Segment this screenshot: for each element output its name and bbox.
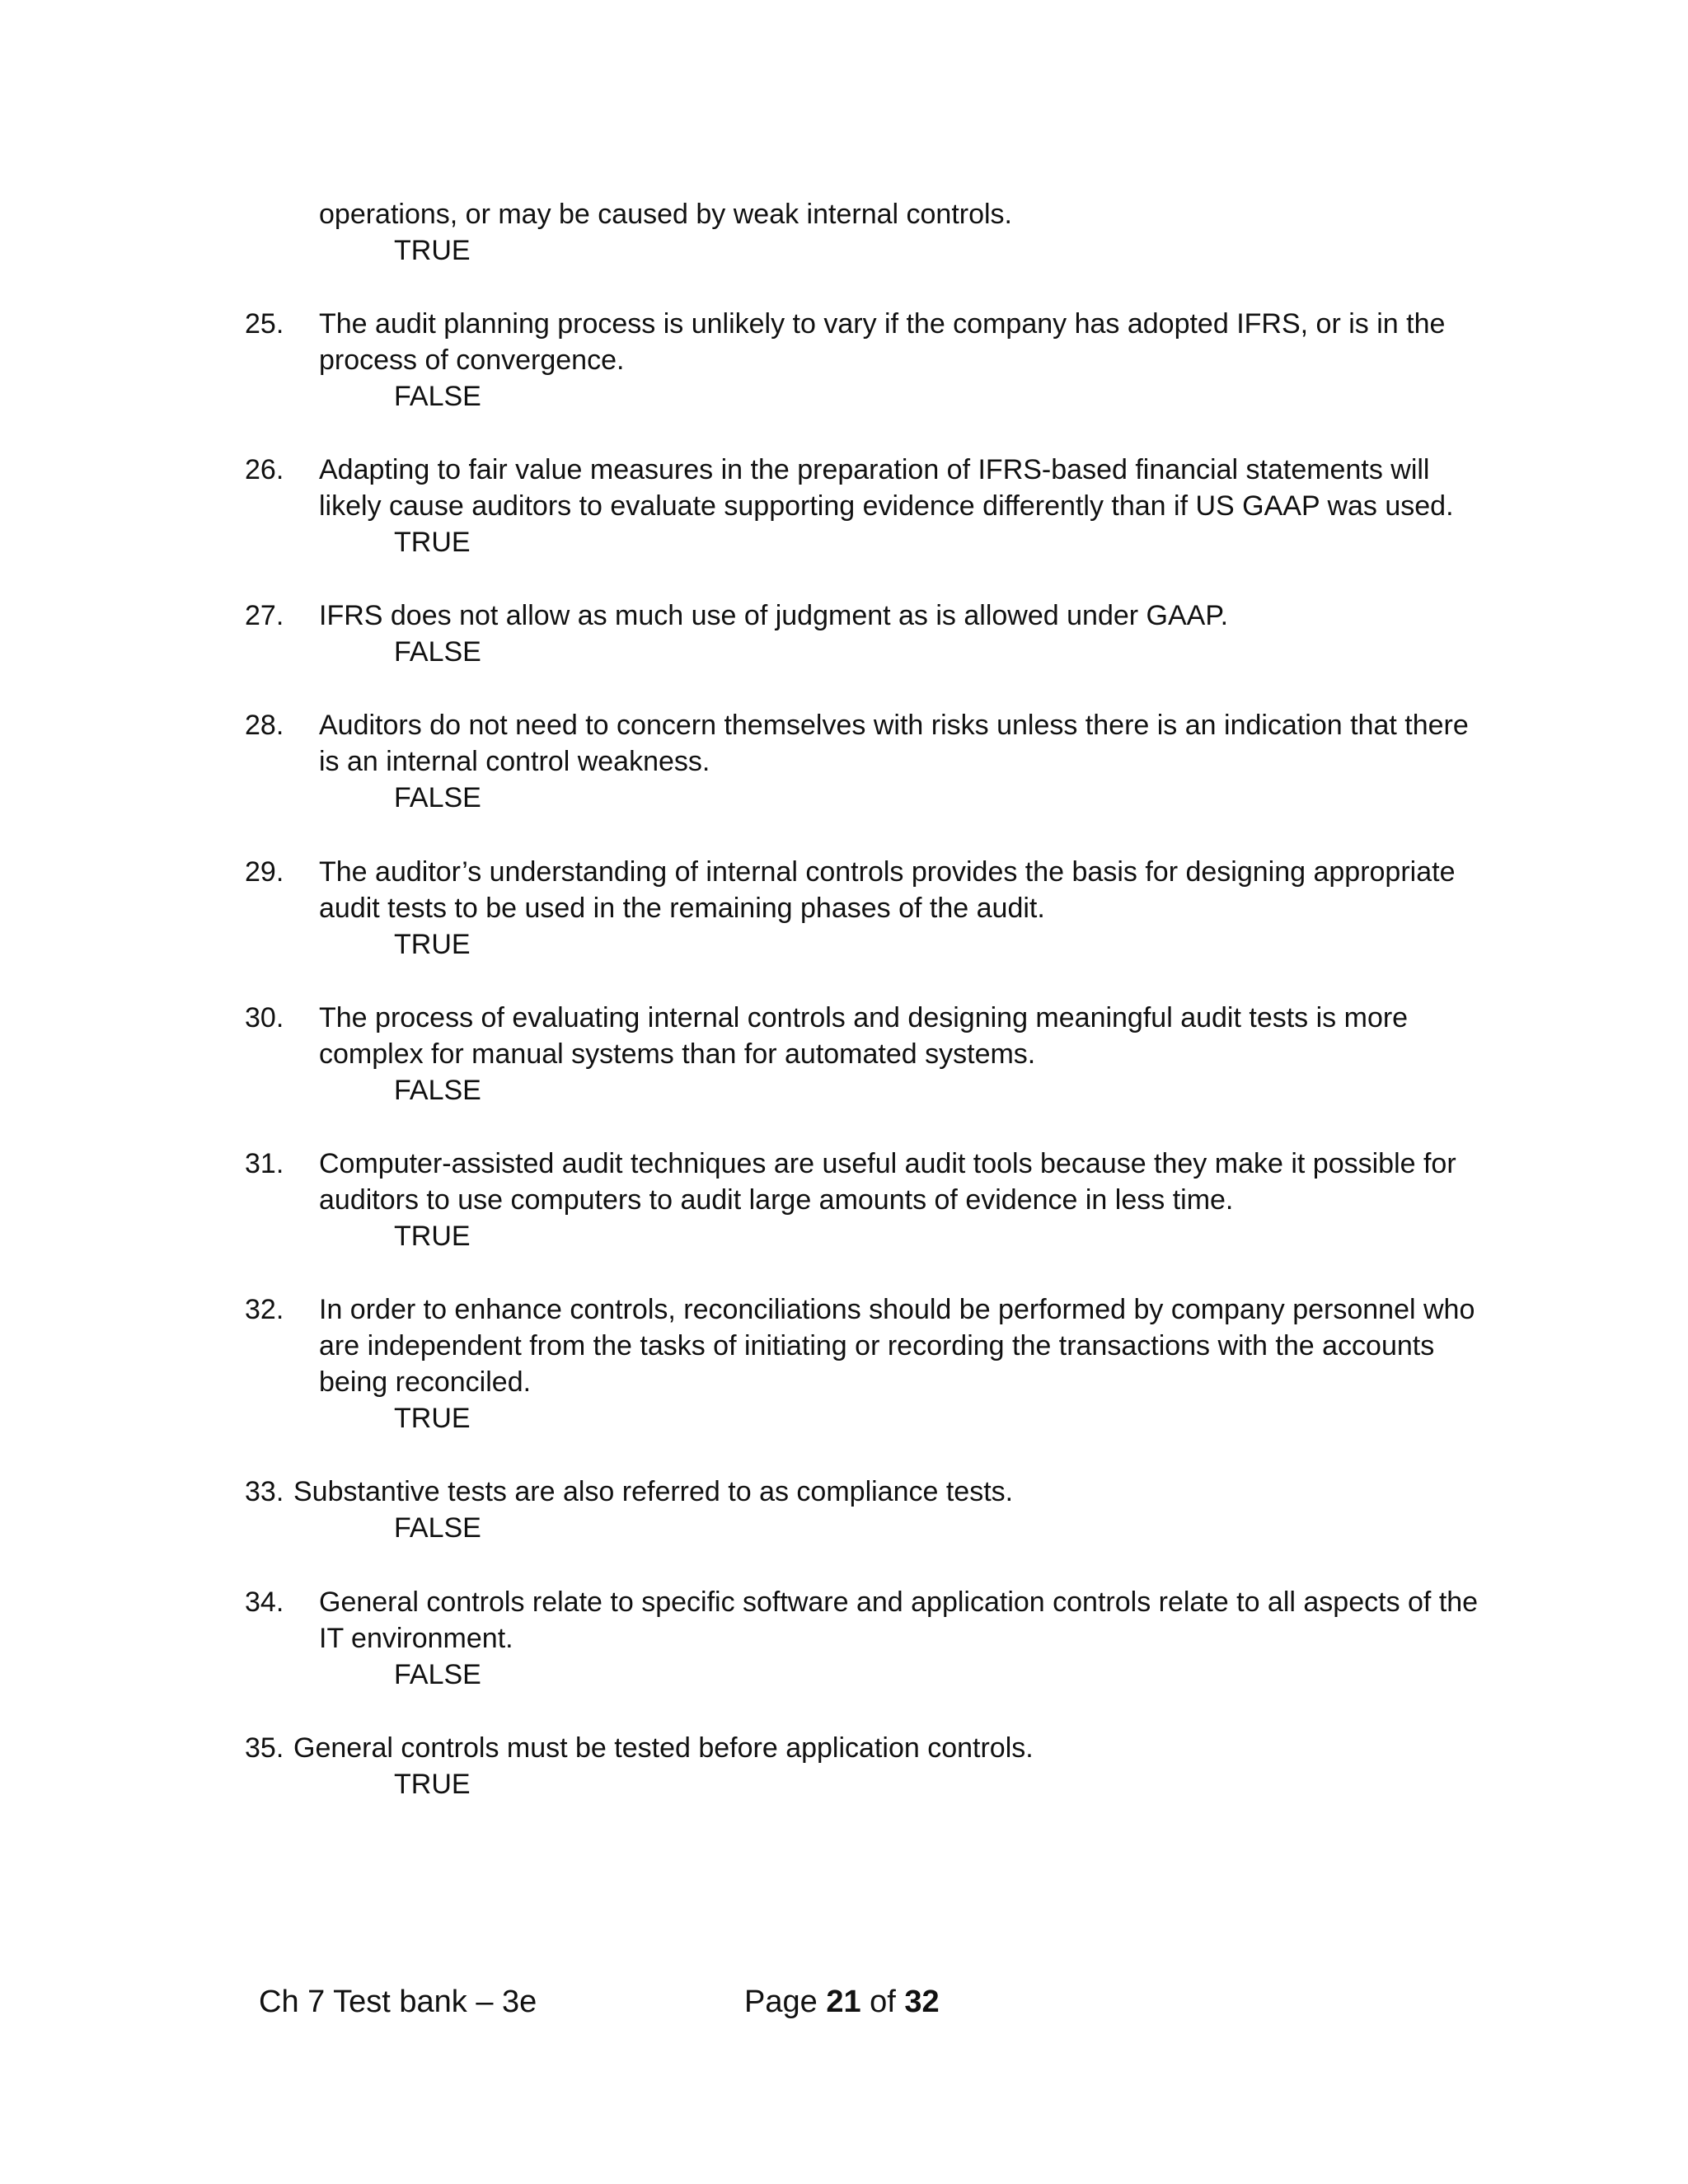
footer-page-current: 21 bbox=[826, 1985, 861, 2019]
question-34-number: 34. bbox=[245, 1586, 284, 1618]
question-31-number: 31. bbox=[245, 1148, 284, 1179]
question-32-text-line-1: In order to enhance controls, reconciliations should be performed by company personnel who bbox=[319, 1294, 1475, 1325]
question-25-number: 25. bbox=[245, 308, 284, 340]
question-32-text-line-2: are independent from the tasks of initiating or recording the transactions with the accounts bbox=[319, 1330, 1435, 1361]
footer-page-total: 32 bbox=[904, 1985, 940, 2019]
question-34-text-line-1: General controls relate to specific software and application controls relate to all aspects of the bbox=[319, 1586, 1479, 1618]
question-35-text-line-1: General controls must be tested before application controls. bbox=[293, 1732, 1034, 1764]
question-31-answer: TRUE bbox=[394, 1221, 471, 1252]
question-29-answer: TRUE bbox=[394, 929, 471, 960]
question-27-number: 27. bbox=[245, 600, 284, 631]
question-33-text-line-1: Substantive tests are also referred to as compliance tests. bbox=[293, 1476, 1014, 1507]
question-34-text-line-2: IT environment. bbox=[319, 1623, 513, 1654]
question-31-text-line-2: auditors to use computers to audit large amounts of evidence in less time. bbox=[319, 1184, 1234, 1216]
question-30-text-line-1: The process of evaluating internal controls and designing meaningful audit tests is more bbox=[319, 1002, 1409, 1033]
question-25-text-line-1: The audit planning process is unlikely to vary if the company has adopted IFRS, or is in the bbox=[319, 308, 1446, 340]
question-32-number: 32. bbox=[245, 1294, 284, 1325]
question-26-text-line-2: likely cause auditors to evaluate supporting evidence differently than if US GAAP was used. bbox=[319, 490, 1454, 522]
question-31-text-line-1: Computer-assisted audit techniques are useful audit tools because they make it possible for bbox=[319, 1148, 1456, 1179]
question-32-text-line-3: being reconciled. bbox=[319, 1366, 532, 1398]
footer-page-word: Page bbox=[744, 1985, 818, 2019]
question-35-answer: TRUE bbox=[394, 1769, 471, 1800]
continuation-answer: TRUE bbox=[394, 235, 471, 266]
question-33-answer: FALSE bbox=[394, 1512, 481, 1544]
question-30-text-line-2: complex for manual systems than for automated systems. bbox=[319, 1038, 1036, 1070]
question-26-answer: TRUE bbox=[394, 527, 471, 558]
footer-page-number bbox=[744, 1982, 940, 2022]
question-26-text-line-1: Adapting to fair value measures in the preparation of IFRS-based financial statements will bbox=[319, 454, 1430, 485]
question-33-number: 33. bbox=[245, 1476, 284, 1507]
question-29-number: 29. bbox=[245, 856, 284, 888]
question-29-text-line-2: audit tests to be used in the remaining phases of the audit. bbox=[319, 893, 1045, 924]
question-35-number: 35. bbox=[245, 1732, 284, 1764]
question-27-text-line-1: IFRS does not allow as much use of judgment as is allowed under GAAP. bbox=[319, 600, 1229, 631]
footer-of-word: of bbox=[870, 1985, 896, 2019]
question-28-number: 28. bbox=[245, 710, 284, 741]
question-25-text-line-2: process of convergence. bbox=[319, 344, 625, 376]
question-30-number: 30. bbox=[245, 1002, 284, 1033]
question-28-answer: FALSE bbox=[394, 782, 481, 813]
footer-title: Ch 7 Test bank – 3e bbox=[259, 1985, 537, 2019]
question-29-text-line-1: The auditor’s understanding of internal controls provides the basis for designing appropriate bbox=[319, 856, 1456, 888]
question-34-answer: FALSE bbox=[394, 1659, 481, 1690]
continuation-text: operations, or may be caused by weak internal controls. bbox=[319, 199, 1013, 230]
question-30-answer: FALSE bbox=[394, 1075, 481, 1106]
question-28-text-line-1: Auditors do not need to concern themselves with risks unless there is an indication that there bbox=[319, 710, 1469, 741]
question-26-number: 26. bbox=[245, 454, 284, 485]
question-27-answer: FALSE bbox=[394, 636, 481, 668]
question-25-answer: FALSE bbox=[394, 381, 481, 412]
question-28-text-line-2: is an internal control weakness. bbox=[319, 746, 710, 777]
question-32-answer: TRUE bbox=[394, 1403, 471, 1434]
